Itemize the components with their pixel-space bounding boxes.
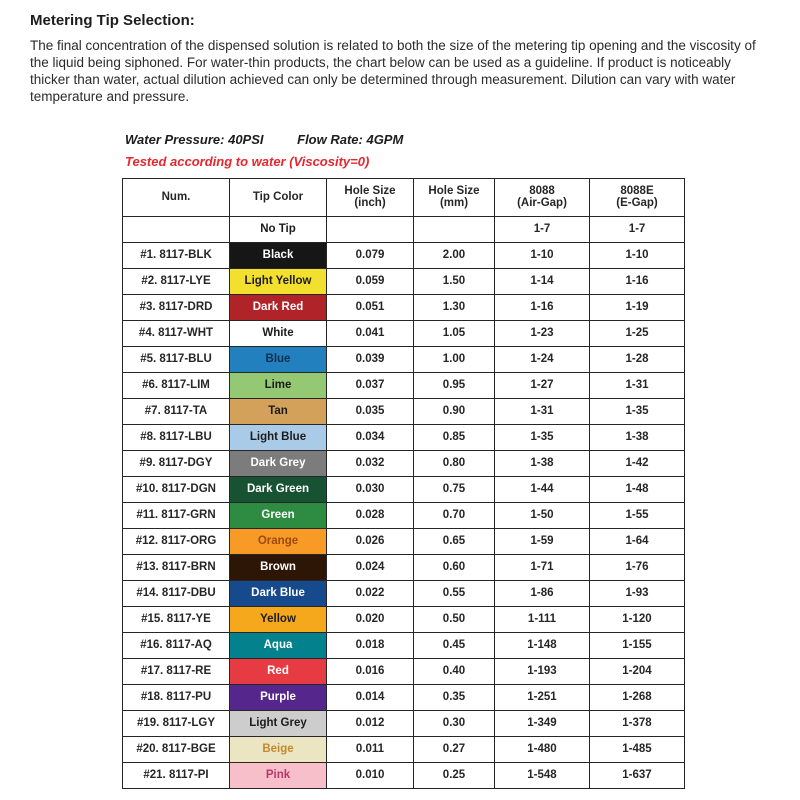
hole-size-inch-cell: 0.012 [327, 710, 414, 736]
header-label: 8088E [620, 185, 654, 198]
tested-note: Tested according to water (Viscosity=0) [125, 153, 370, 169]
header-subline: (Air-Gap) [517, 197, 567, 210]
hole-size-mm-cell: 0.35 [414, 684, 495, 710]
table-row [123, 580, 685, 606]
hole-size-mm-cell: 0.80 [414, 450, 495, 476]
tip-color-swatch: Dark Blue [230, 580, 327, 606]
hole-size-mm-cell: 0.60 [414, 554, 495, 580]
table-row [123, 528, 685, 554]
dilution-egap-cell: 1-155 [590, 632, 685, 658]
hole-size-inch-cell: 0.014 [327, 684, 414, 710]
hole-size-mm-cell: 2.00 [414, 242, 495, 268]
table-head [123, 178, 685, 216]
header-label: Hole Size [428, 185, 480, 198]
table-row [123, 762, 685, 788]
tip-number-cell: #15. 8117-YE [123, 606, 230, 632]
tip-number-cell: #10. 8117-DGN [123, 476, 230, 502]
dilution-airgap-cell: 1-86 [495, 580, 590, 606]
dilution-airgap-cell: 1-14 [495, 268, 590, 294]
hole-size-mm-cell: 0.40 [414, 658, 495, 684]
table-row [123, 398, 685, 424]
dilution-egap-cell: 1-378 [590, 710, 685, 736]
dilution-egap-cell: 1-16 [590, 268, 685, 294]
hole-size-mm-cell: 0.30 [414, 710, 495, 736]
dilution-airgap-cell: 1-38 [495, 450, 590, 476]
hole-size-inch-cell: 0.079 [327, 242, 414, 268]
dilution-airgap-cell: 1-24 [495, 346, 590, 372]
table-row [123, 684, 685, 710]
dilution-egap-cell: 1-42 [590, 450, 685, 476]
tip-color-swatch: Green [230, 502, 327, 528]
dilution-airgap-cell: 1-59 [495, 528, 590, 554]
tip-number-cell: #12. 8117-ORG [123, 528, 230, 554]
hole-size-inch-cell: 0.026 [327, 528, 414, 554]
hole-size-inch-cell: 0.011 [327, 736, 414, 762]
hole-size-mm-cell: 0.85 [414, 424, 495, 450]
hole-size-inch-cell: 0.051 [327, 294, 414, 320]
table-row [123, 632, 685, 658]
hole-size-mm-cell: 0.45 [414, 632, 495, 658]
header-label: Tip Color [252, 191, 304, 204]
hole-size-mm-cell: 0.65 [414, 528, 495, 554]
dilution-airgap-cell: 1-148 [495, 632, 590, 658]
dilution-egap-cell: 1-76 [590, 554, 685, 580]
tip-number-cell: #9. 8117-DGY [123, 450, 230, 476]
dilution-egap-cell: 1-10 [590, 242, 685, 268]
dilution-egap-cell: 1-204 [590, 658, 685, 684]
header-8088e-egap [590, 178, 685, 216]
table-row [123, 372, 685, 398]
table-row [123, 216, 685, 242]
tip-color-swatch: Purple [230, 684, 327, 710]
dilution-airgap-cell: 1-193 [495, 658, 590, 684]
hole-size-mm-cell: 1.05 [414, 320, 495, 346]
hole-size-mm-cell [414, 216, 495, 242]
hole-size-inch-cell: 0.034 [327, 424, 414, 450]
dilution-airgap-cell: 1-111 [495, 606, 590, 632]
intro-paragraph: The final concentration of the dispensed solution is related to both the size of the metering tip opening and the viscosity of the liquid being siphoned. For water-thin products, the chart below can be used as a guideline. If product is noticeably thicker than water, actual dilution achieved can only be determined through measurement. Dilution can vary with water temperature and pressure. [30, 38, 756, 105]
tip-number-cell: #18. 8117-PU [123, 684, 230, 710]
dilution-airgap-cell: 1-27 [495, 372, 590, 398]
hole-size-inch-cell: 0.030 [327, 476, 414, 502]
dilution-egap-cell: 1-64 [590, 528, 685, 554]
tip-color-swatch: Red [230, 658, 327, 684]
table-row [123, 242, 685, 268]
dilution-airgap-cell: 1-23 [495, 320, 590, 346]
table-row [123, 268, 685, 294]
tip-color-swatch: Blue [230, 346, 327, 372]
dilution-airgap-cell: 1-349 [495, 710, 590, 736]
table-row [123, 476, 685, 502]
tip-number-cell: #8. 8117-LBU [123, 424, 230, 450]
hole-size-inch-cell: 0.020 [327, 606, 414, 632]
header-tip-color [230, 178, 327, 216]
tip-color-swatch: Brown [230, 554, 327, 580]
dilution-egap-cell: 1-35 [590, 398, 685, 424]
tip-number-cell: #3. 8117-DRD [123, 294, 230, 320]
table-row [123, 554, 685, 580]
tip-color-swatch: Pink [230, 762, 327, 788]
tip-number-cell [123, 216, 230, 242]
dilution-egap-cell: 1-485 [590, 736, 685, 762]
dilution-airgap-cell: 1-31 [495, 398, 590, 424]
header-hole-size-mm [414, 178, 495, 216]
header-label: Hole Size [344, 185, 396, 198]
tip-number-cell: #21. 8117-PI [123, 762, 230, 788]
tip-number-cell: #2. 8117-LYE [123, 268, 230, 294]
hole-size-inch-cell: 0.059 [327, 268, 414, 294]
dilution-egap-cell: 1-120 [590, 606, 685, 632]
hole-size-mm-cell: 0.25 [414, 762, 495, 788]
water-pressure-value: Water Pressure: 40PSI [125, 131, 264, 147]
hole-size-inch-cell: 0.016 [327, 658, 414, 684]
tip-color-swatch: Dark Green [230, 476, 327, 502]
hole-size-mm-cell: 1.30 [414, 294, 495, 320]
hole-size-inch-cell [327, 216, 414, 242]
dilution-egap-cell: 1-55 [590, 502, 685, 528]
hole-size-mm-cell: 0.75 [414, 476, 495, 502]
table-row [123, 658, 685, 684]
table-row [123, 736, 685, 762]
header-8088-airgap [495, 178, 590, 216]
header-hole-size-inch [327, 178, 414, 216]
hole-size-mm-cell: 0.27 [414, 736, 495, 762]
hole-size-mm-cell: 0.70 [414, 502, 495, 528]
tip-table-body [123, 216, 685, 788]
hole-size-inch-cell: 0.010 [327, 762, 414, 788]
dilution-egap-cell: 1-19 [590, 294, 685, 320]
dilution-egap-cell: 1-48 [590, 476, 685, 502]
tip-number-cell: #19. 8117-LGY [123, 710, 230, 736]
hole-size-mm-cell: 1.50 [414, 268, 495, 294]
tip-color-swatch: Yellow [230, 606, 327, 632]
hole-size-inch-cell: 0.041 [327, 320, 414, 346]
dilution-egap-cell: 1-31 [590, 372, 685, 398]
tip-number-cell: #6. 8117-LIM [123, 372, 230, 398]
table-row [123, 710, 685, 736]
hole-size-mm-cell: 0.95 [414, 372, 495, 398]
tip-number-cell: #17. 8117-RE [123, 658, 230, 684]
table-row [123, 294, 685, 320]
dilution-egap-cell: 1-7 [590, 216, 685, 242]
header-num [123, 178, 230, 216]
page-title: Metering Tip Selection: [30, 12, 195, 29]
dilution-airgap-cell: 1-480 [495, 736, 590, 762]
dilution-airgap-cell: 1-44 [495, 476, 590, 502]
dilution-airgap-cell: 1-7 [495, 216, 590, 242]
hole-size-inch-cell: 0.037 [327, 372, 414, 398]
test-conditions-line [125, 132, 772, 147]
hole-size-inch-cell: 0.039 [327, 346, 414, 372]
tip-color-swatch: No Tip [230, 216, 327, 242]
table-row [123, 606, 685, 632]
hole-size-mm-cell: 0.55 [414, 580, 495, 606]
hole-size-mm-cell: 0.50 [414, 606, 495, 632]
dilution-airgap-cell: 1-16 [495, 294, 590, 320]
tip-number-cell: #5. 8117-BLU [123, 346, 230, 372]
tip-color-swatch: Dark Red [230, 294, 327, 320]
tip-number-cell: #14. 8117-DBU [123, 580, 230, 606]
dilution-airgap-cell: 1-35 [495, 424, 590, 450]
flow-rate-value: Flow Rate: 4GPM [297, 131, 404, 147]
dilution-egap-cell: 1-637 [590, 762, 685, 788]
table-row [123, 502, 685, 528]
tip-color-swatch: Aqua [230, 632, 327, 658]
table-header-row [123, 178, 685, 216]
tip-number-cell: #11. 8117-GRN [123, 502, 230, 528]
hole-size-inch-cell: 0.018 [327, 632, 414, 658]
hole-size-inch-cell: 0.024 [327, 554, 414, 580]
dilution-egap-cell: 1-28 [590, 346, 685, 372]
metering-tip-table [122, 178, 685, 789]
table-row [123, 424, 685, 450]
tip-color-swatch: Beige [230, 736, 327, 762]
header-label: Num. [161, 191, 191, 204]
hole-size-inch-cell: 0.035 [327, 398, 414, 424]
header-label: 8088 [529, 185, 555, 198]
tip-color-swatch: Light Blue [230, 424, 327, 450]
tip-color-swatch: Light Yellow [230, 268, 327, 294]
table-row [123, 450, 685, 476]
header-subline: (E-Gap) [616, 197, 658, 210]
tip-number-cell: #13. 8117-BRN [123, 554, 230, 580]
hole-size-inch-cell: 0.022 [327, 580, 414, 606]
dilution-egap-cell: 1-25 [590, 320, 685, 346]
tip-number-cell: #16. 8117-AQ [123, 632, 230, 658]
tip-number-cell: #7. 8117-TA [123, 398, 230, 424]
tip-number-cell: #1. 8117-BLK [123, 242, 230, 268]
dilution-egap-cell: 1-268 [590, 684, 685, 710]
dilution-airgap-cell: 1-50 [495, 502, 590, 528]
dilution-airgap-cell: 1-71 [495, 554, 590, 580]
dilution-airgap-cell: 1-251 [495, 684, 590, 710]
dilution-egap-cell: 1-93 [590, 580, 685, 606]
header-subline: (inch) [354, 197, 386, 210]
table-row [123, 346, 685, 372]
dilution-egap-cell: 1-38 [590, 424, 685, 450]
tip-color-swatch: Black [230, 242, 327, 268]
hole-size-mm-cell: 0.90 [414, 398, 495, 424]
table-row [123, 320, 685, 346]
tip-number-cell: #20. 8117-BGE [123, 736, 230, 762]
hole-size-inch-cell: 0.028 [327, 502, 414, 528]
dilution-airgap-cell: 1-548 [495, 762, 590, 788]
dilution-airgap-cell: 1-10 [495, 242, 590, 268]
tip-color-swatch: Orange [230, 528, 327, 554]
tip-color-swatch: White [230, 320, 327, 346]
tip-color-swatch: Lime [230, 372, 327, 398]
header-subline: (mm) [439, 197, 469, 210]
tip-number-cell: #4. 8117-WHT [123, 320, 230, 346]
tip-color-swatch: Tan [230, 398, 327, 424]
hole-size-mm-cell: 1.00 [414, 346, 495, 372]
tip-color-swatch: Light Grey [230, 710, 327, 736]
hole-size-inch-cell: 0.032 [327, 450, 414, 476]
tip-color-swatch: Dark Grey [230, 450, 327, 476]
